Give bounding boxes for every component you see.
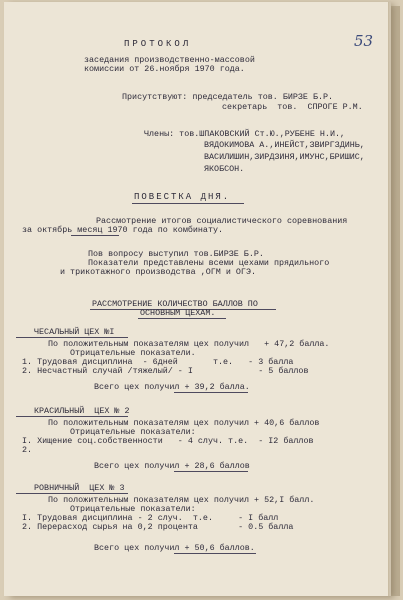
shop-1-negative-heading: Отрицательные показатели. <box>70 348 196 358</box>
chairman-line: Присутствуют: председатель тов. БИРЗЕ Б.Р. <box>122 92 334 102</box>
members-line-3: ВАСИЛИШИН,ЗИРДЗИНЯ,ИМУНС,БРИШИС, <box>204 152 365 162</box>
shop-1-positive: По положительным показателям цех получил + 47,2 балла. <box>48 339 330 349</box>
secretary-line: секретарь тов. СПРОГЕ Р.М. <box>222 102 363 112</box>
october-underline <box>71 235 119 236</box>
review-heading-1: РАССМОТРЕНИЕ КОЛИЧЕСТВО БАЛЛОВ ПО <box>92 299 258 309</box>
shop-3-heading: РОВНИЧНЫЙ ЦЕХ № 3 <box>34 483 125 493</box>
shop-2-total: Всего цех получил + 28,6 баллов <box>94 461 250 471</box>
shop-2-heading: КРАСИЛЬНЫЙ ЦЕХ № 2 <box>34 406 130 416</box>
meeting-line-1: заседания производственно-массовой <box>84 55 255 65</box>
shop-2-positive: По положительным показателям цех получил + 40,6 баллов <box>48 418 320 428</box>
shop-3-underline <box>16 493 128 494</box>
shop-1-total-underline <box>174 392 248 393</box>
page-number: 53 <box>354 32 374 50</box>
meeting-line-2: комиссии от 26.ноября 1970 года. <box>84 64 245 74</box>
shop-2-underline <box>16 416 128 417</box>
agenda-underline <box>132 203 244 204</box>
shop-3-negative-1: I. Трудовая дисциплина - 2 случ. т.е. - I балл <box>22 513 279 523</box>
agenda-line-2: за октябрь месяц 1970 года по комбинату. <box>22 225 224 235</box>
shop-2-total-underline <box>174 471 248 472</box>
shop-2-negative-1: I. Хищение соц.собственности - 4 случ. т.е. - I2 баллов <box>22 436 314 446</box>
shop-1-negative-1: 1. Трудовая дисциплина - 6дней т.е. - 3 балла <box>22 357 294 367</box>
speaker-line: Пов вопросу выступил тов.БИРЗЕ Б.Р. <box>88 249 264 259</box>
members-line-4: ЯКОБСОН. <box>204 164 245 174</box>
shop-1-underline <box>16 337 128 338</box>
shop-3-total-underline <box>174 553 256 554</box>
shop-3-negative-heading: Отрицательные показатели: <box>70 504 196 514</box>
shop-1-negative-2: 2. Несчастный случай /тяжелый/ - I - 5 баллов <box>22 366 309 376</box>
indicators-line-1: Показатели представлены всеми цехами прядильного <box>88 258 330 268</box>
review-heading-2: ОСНОВНЫМ ЦЕХАМ. <box>140 308 216 318</box>
shop-1-total: Всего цех получил + 39,2 балла. <box>94 382 250 392</box>
shop-2-negative-2: 2. <box>22 445 33 455</box>
document-page <box>4 2 388 596</box>
agenda-line-1: Рассмотрение итогов социалистического соревнования <box>96 216 348 226</box>
shop-3-negative-2: 2. Перерасход сырья на 0,2 процента - 0.5 балла <box>22 522 294 532</box>
review-underline-2 <box>138 318 226 319</box>
members-line-2: ВЯДОКИМОВА А.,ИНЕЙСТ,ЗВИРГЗДИНЬ, <box>204 140 365 150</box>
members-line-1: Члены: тов.ШПАКОВСКИЙ Ст.Ю.,РУБЕНЕ Н.И., <box>144 129 346 139</box>
paper-edge <box>388 6 400 596</box>
shop-3-total: Всего цех получил + 50,6 баллов. <box>94 543 255 553</box>
protocol-title: ПРОТОКОЛ <box>124 39 192 49</box>
agenda-heading: ПОВЕСТКА ДНЯ. <box>134 192 231 202</box>
shop-1-heading: ЧЕСАЛЬНЫЙ ЦЕХ №I <box>34 327 115 337</box>
shop-2-negative-heading: Отрицательные показатели: <box>70 427 196 437</box>
indicators-line-2: и трикотажного производства ,ОГМ и ОГЭ. <box>60 267 257 277</box>
shop-3-positive: По положительным показателям цех получил + 52,I балл. <box>48 495 315 505</box>
